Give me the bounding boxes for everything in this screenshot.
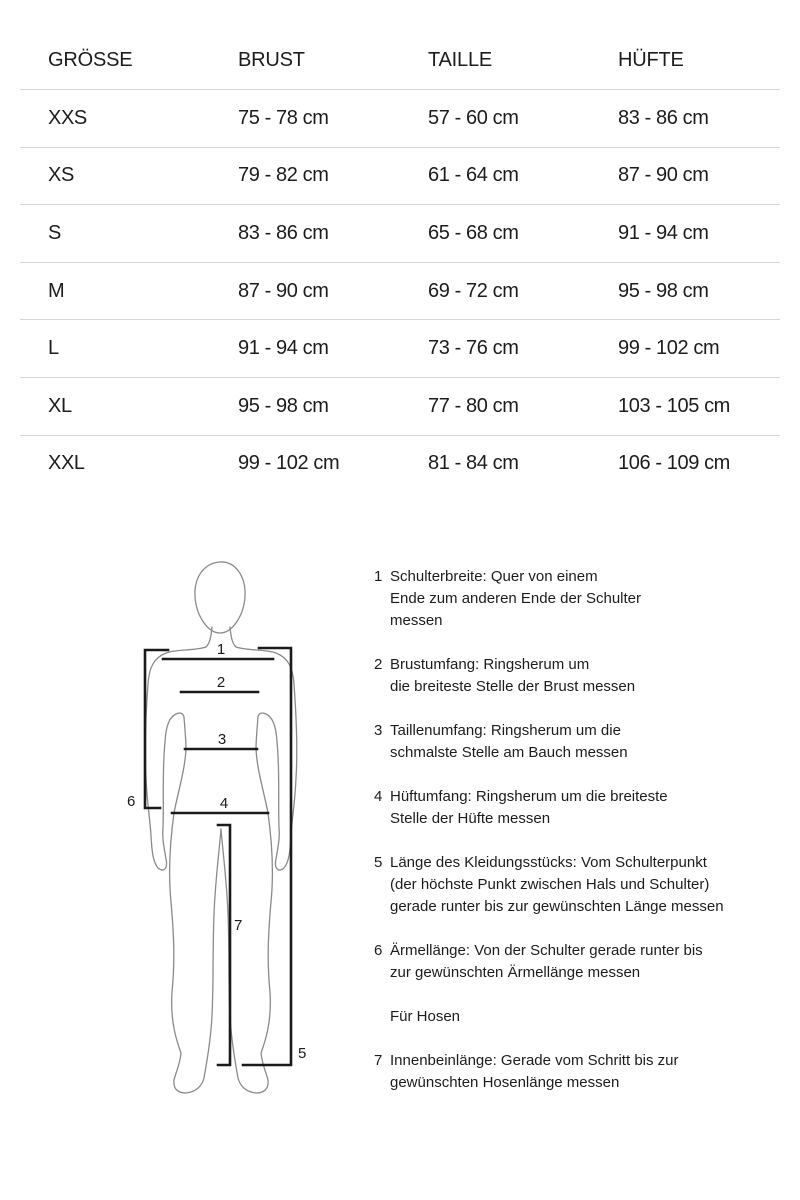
size-label: XXS <box>48 106 87 129</box>
size-table-header-row <box>20 0 780 89</box>
guide-item-garment-length <box>374 852 784 918</box>
waist-value: 81 - 84 cm <box>428 452 519 475</box>
guide-item-number: 3 <box>374 722 383 739</box>
hip-value: 83 - 86 cm <box>618 106 709 129</box>
guide-item-waist <box>374 720 784 764</box>
guide-line: gerade runter bis zur gewünschten Länge messen <box>390 898 724 915</box>
label-hip: 4 <box>219 795 229 812</box>
guide-item-text <box>390 786 784 830</box>
waist-value: 57 - 60 cm <box>428 106 519 129</box>
guide-item-text <box>390 1050 784 1094</box>
waist-value: 61 - 64 cm <box>428 164 519 187</box>
table-row <box>20 377 780 435</box>
chest-value: 79 - 82 cm <box>238 164 329 187</box>
guide-item-number: 6 <box>374 942 383 959</box>
hip-value: 87 - 90 cm <box>618 164 709 187</box>
guide-item-text <box>390 654 784 698</box>
table-row <box>20 204 780 262</box>
guide-item-inseam <box>374 1050 784 1094</box>
guide-line: Schulterbreite: Quer von einem <box>390 568 598 585</box>
label-waist: 3 <box>217 731 227 748</box>
measurement-guide-list <box>374 566 784 1116</box>
col-header-waist: TAILLE <box>428 49 493 71</box>
figure-outline-right <box>221 627 297 1093</box>
col-header-size: GRÖSSE <box>48 49 133 71</box>
col-header-chest: BRUST <box>238 49 305 71</box>
sleeve-length-bracket <box>145 650 168 808</box>
guide-item-chest <box>374 654 784 698</box>
label-garment-length: 5 <box>298 1045 307 1062</box>
guide-line: Hüftumfang: Ringsherum um die breiteste <box>390 788 668 805</box>
size-label: XS <box>48 164 74 187</box>
waist-value: 73 - 76 cm <box>428 337 519 360</box>
chest-value: 75 - 78 cm <box>238 106 329 129</box>
size-table <box>20 0 780 492</box>
guide-line: Länge des Kleidungsstücks: Vom Schulterpunkt <box>390 854 707 871</box>
guide-line: Ärmellänge: Von der Schulter gerade runter bis <box>390 942 703 959</box>
guide-item-number: 4 <box>374 788 383 805</box>
guide-item-number: 5 <box>374 854 383 871</box>
guide-line: die breiteste Stelle der Brust messen <box>390 678 636 695</box>
waist-value: 65 - 68 cm <box>428 221 519 244</box>
size-label: XXL <box>48 452 85 475</box>
chest-value: 83 - 86 cm <box>238 221 329 244</box>
guide-item-hip <box>374 786 784 830</box>
trousers-note: Für Hosen <box>390 1008 461 1025</box>
guide-item-number: 7 <box>374 1052 383 1069</box>
guide-item-text <box>390 852 784 918</box>
waist-value: 77 - 80 cm <box>428 394 519 417</box>
guide-line: Ende zum anderen Ende der Schulter <box>390 590 641 607</box>
guide-item-text <box>390 940 784 984</box>
guide-line: Taillenumfang: Ringsherum um die <box>390 722 621 739</box>
chest-value: 87 - 90 cm <box>238 279 329 302</box>
table-row <box>20 435 780 493</box>
col-header-hip: HÜFTE <box>618 49 684 71</box>
label-sleeve-length: 6 <box>127 793 136 810</box>
size-label: M <box>48 279 65 302</box>
guide-line: messen <box>390 612 443 629</box>
hip-value: 91 - 94 cm <box>618 221 709 244</box>
label-shoulder: 1 <box>216 641 226 658</box>
table-row <box>20 262 780 320</box>
body-measurement-diagram <box>110 540 360 1110</box>
guide-line: Brustumfang: Ringsherum um <box>390 656 590 673</box>
guide-item-text <box>390 566 784 632</box>
table-row <box>20 147 780 205</box>
hip-value: 106 - 109 cm <box>618 452 730 475</box>
guide-item-number: 2 <box>374 656 383 673</box>
size-label: XL <box>48 394 72 417</box>
guide-line: Innenbeinlänge: Gerade vom Schritt bis zur <box>390 1052 679 1069</box>
guide-line: (der höchste Punkt zwischen Hals und Schulter) <box>390 876 710 893</box>
hip-value: 95 - 98 cm <box>618 279 709 302</box>
hip-value: 103 - 105 cm <box>618 394 730 417</box>
guide-line: schmalste Stelle am Bauch messen <box>390 744 628 761</box>
hip-value: 99 - 102 cm <box>618 337 720 360</box>
size-label: S <box>48 221 61 244</box>
figure-outline-left <box>145 627 221 1093</box>
label-chest: 2 <box>216 674 226 691</box>
chest-value: 99 - 102 cm <box>238 452 340 475</box>
garment-length-bracket <box>243 648 291 1065</box>
figure-head <box>195 562 245 633</box>
guide-line: Stelle der Hüfte messen <box>390 810 551 827</box>
guide-line: zur gewünschten Ärmellänge messen <box>390 964 641 981</box>
guide-line: gewünschten Hosenlänge messen <box>390 1074 620 1091</box>
chest-value: 95 - 98 cm <box>238 394 329 417</box>
waist-value: 69 - 72 cm <box>428 279 519 302</box>
guide-item-sleeve-length <box>374 940 784 984</box>
guide-item-number: 1 <box>374 568 383 585</box>
size-label: L <box>48 337 59 360</box>
label-inseam: 7 <box>234 917 243 934</box>
table-row <box>20 319 780 377</box>
guide-item-shoulder <box>374 566 784 632</box>
guide-item-text <box>390 720 784 764</box>
table-row <box>20 89 780 147</box>
chest-value: 91 - 94 cm <box>238 337 329 360</box>
